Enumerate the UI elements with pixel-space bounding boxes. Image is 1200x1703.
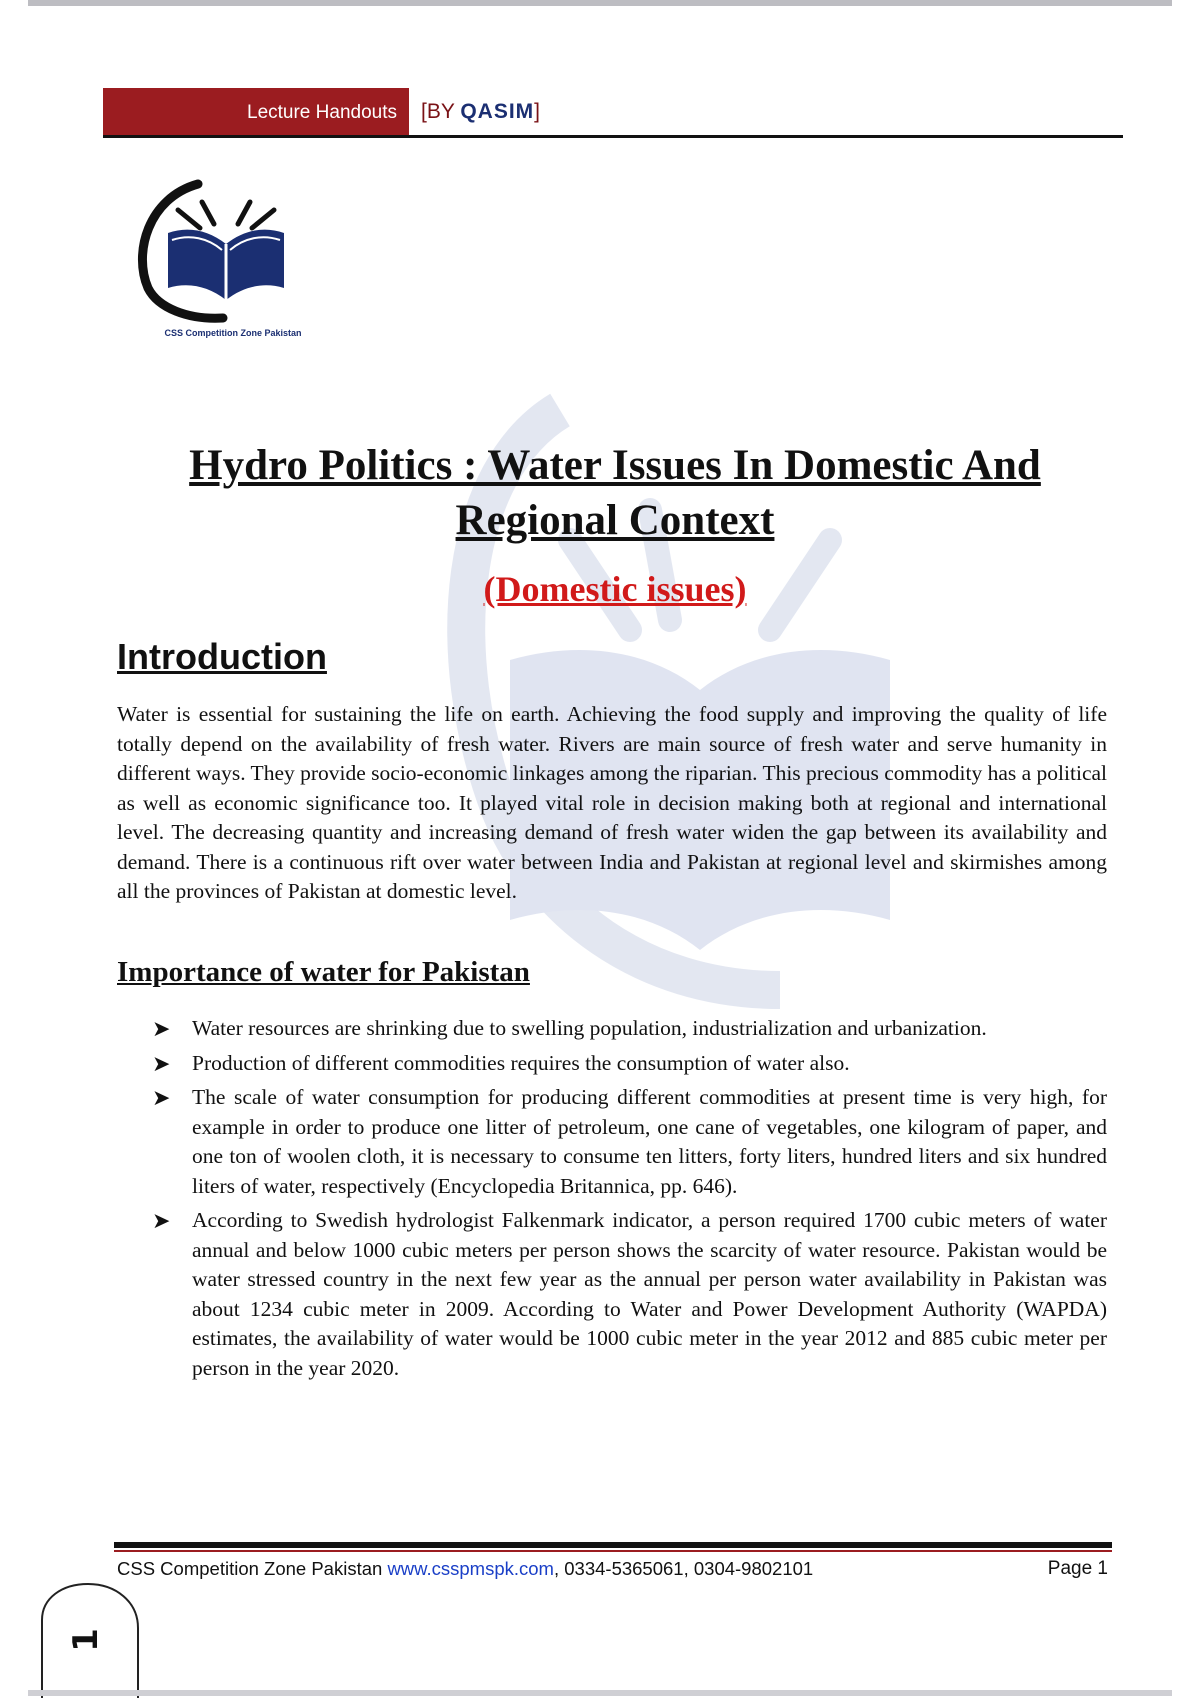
- list-item: [152, 1083, 1107, 1201]
- book-logo-icon: [128, 178, 338, 328]
- header-by-prefix: [BY: [421, 100, 461, 123]
- section-subtitle: (Domestic issues): [483, 569, 747, 609]
- footer-divider: [114, 1542, 1112, 1548]
- logo-caption: CSS Competition Zone Pakistan: [164, 328, 302, 338]
- footer-org: CSS Competition Zone Pakistan: [117, 1558, 388, 1579]
- footer-divider-accent: [114, 1550, 1112, 1552]
- logo: [128, 178, 338, 348]
- corner-page-number: 1: [65, 1628, 106, 1652]
- page-title: Hydro Politics : Water Issues In Domestic And Regional Context: [189, 442, 1041, 544]
- importance-heading: Importance of water for Pakistan: [117, 956, 530, 988]
- arrow-bullet-icon: ➤: [152, 1208, 171, 1233]
- importance-list: [152, 1014, 1107, 1388]
- header-author-name: QASIM: [460, 100, 535, 123]
- list-item-text: Production of different commodities requires the consumption of water also.: [192, 1050, 850, 1075]
- header-divider: [103, 135, 1123, 138]
- header-tab: [103, 88, 409, 138]
- footer-phones: , 0334-5365061, 0304-9802101: [553, 1558, 814, 1579]
- header-author: [421, 100, 540, 124]
- bottom-border: [28, 1690, 1172, 1696]
- arrow-bullet-icon: ➤: [152, 1050, 171, 1076]
- page-number: Page 1: [1047, 1558, 1108, 1579]
- list-item-text: According to Swedish hydrologist Falkenmark indicator, a person required 1700 cubic meters of water annual and below 1000 cubic meters per person shows the scarcity of water resource. Pakistan would be water stressed country in the next few year as the annual per person water availability in Pakistan was about 1234 cubic meter in 2009. According to Water and Power Development Authority (WAPDA) estimates, the availability of water would be 1000 cubic meter in the year 2012 and 885 cubic meter per person in the year 2020.: [192, 1208, 1107, 1380]
- list-item: [152, 1014, 1107, 1044]
- introduction-paragraph: Water is essential for sustaining the life on earth. Achieving the food supply and improving the quality of life totally depend on the availability of fresh water. Rivers are main source of fresh water and serve humanity in different ways. They provide socio-economic linkages among the riparian. This precious commodity has a political as well as economic significance too. It played vital role in decision making both at regional and international level. The decreasing quantity and increasing demand of fresh water widen the gap between its availability and demand. There is a continuous rift over water between India and Pakistan at regional level and skirmishes among all the provinces of Pakistan at domestic level.: [117, 702, 1107, 903]
- list-item-text: The scale of water consumption for producing different commodities at present time is very high, for example in order to produce one litter of petroleum, one cane of vegetables, one kilogram of paper, and one ton of woolen cloth, it is necessary to consume ten litters, forty liters, hundred liters and six hundred liters of water, respectively (Encyclopedia Britannica, pp. 646).: [192, 1085, 1107, 1198]
- list-item: [152, 1206, 1107, 1383]
- footer-website-link[interactable]: www.csspmspk.com: [387, 1558, 554, 1579]
- list-item-text: Water resources are shrinking due to swelling population, industrialization and urbanization.: [192, 1016, 987, 1040]
- arrow-bullet-icon: ➤: [152, 1085, 171, 1110]
- arrow-bullet-icon: ➤: [152, 1016, 171, 1041]
- page-header: [103, 88, 1123, 140]
- list-item: [152, 1049, 1107, 1079]
- header-tab-label: Lecture Handouts: [247, 102, 397, 123]
- footer-info: [117, 1558, 813, 1580]
- introduction-heading: Introduction: [117, 636, 327, 677]
- corner-page-mark: [38, 1580, 142, 1698]
- header-by-suffix: ]: [534, 100, 540, 123]
- top-border: [28, 0, 1172, 6]
